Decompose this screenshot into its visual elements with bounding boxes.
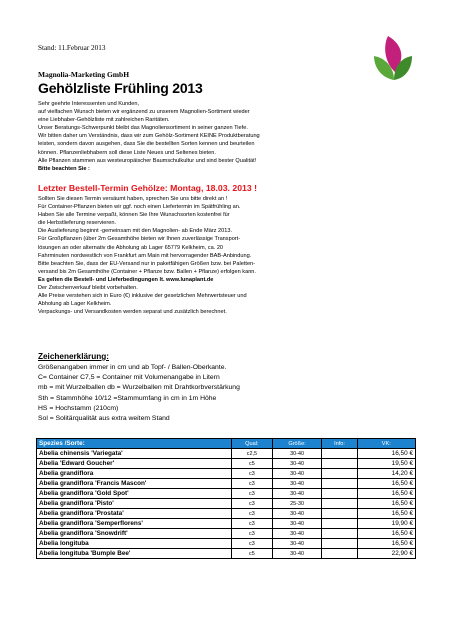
column-header-info: Info: [322,439,357,449]
text-line: Der Zwischenverkauf bleibt vorbehalten. [38,285,138,292]
cell-qual: c3 [232,529,273,539]
text-line: Es gelten die Bestell- und Lieferbedingungen lt. www.lunaplant.de [38,276,214,283]
cell-info [322,539,357,549]
table-row [37,469,416,479]
cell-qual: c3 [232,519,273,529]
column-header-name: Spezies /Sorte: [37,439,232,449]
cell-name: Abelia grandiflora 'Pisto' [37,499,232,509]
cell-name: Abelia grandiflora [37,469,232,479]
text-line: die Herbstlieferung reservieren. [38,220,117,227]
cell-qual: c3 [232,489,273,499]
text-line: Sehr geehrte Interessenten und Kunden, [38,101,140,107]
cell-size: 30-40 [272,529,322,539]
table-row [37,459,416,469]
legend-line: Größenangaben immer in cm und ab Topf- / Ballen-Oberkante. [38,364,227,371]
cell-size: 30-40 [272,469,322,479]
info-paragraph [38,195,418,316]
text-line: Sollten Sie diesen Termin versäumt haben, sprechen Sie uns bitte direkt an ! [38,196,228,202]
text-line: auf vielfachen Wunsch bieten wir ergänzend zu unserem Magnolien-Sortiment wieder [38,109,250,116]
cell-info [322,499,357,509]
cell-info [322,529,357,539]
cell-qual: c3 [232,509,273,519]
cell-name: Abelia grandiflora 'Francis Mascon' [37,479,232,489]
cell-size: 30-40 [272,489,322,499]
cell-name: Abelia longituba [37,539,232,549]
text-line: Wir bitten daher um Verständnis, dass wir zum Gehölz-Sortiment KEINE Produktberatung [38,133,260,140]
cell-qual: c3 [232,469,273,479]
column-header-price: VK: [357,439,415,449]
column-header-size: Größe: [272,439,322,449]
table-row [37,529,416,539]
cell-price: 16,50 € [357,539,415,549]
text-line: Für Container-Pflanzen bieten wir ggf. noch einen Liefertermin im Spätfrühling an. [38,204,241,211]
cell-price: 16,50 € [357,509,415,519]
tulip-leaf-logo-icon [368,34,418,84]
page-title: Gehölzliste Frühling 2013 [38,80,203,96]
cell-price: 16,50 € [357,449,415,459]
text-line: versand bis 2m Gesamthöhe (Container + Pflanze bzw. Ballen + Pflanze) erfolgen kann. [38,268,256,275]
cell-size: 30-40 [272,459,322,469]
cell-info [322,449,357,459]
cell-price: 19,90 € [357,519,415,529]
table-header-row [37,439,416,449]
text-line: leisten, sondern davon ausgehen, dass Sie die bestellten Sorten kennen und beurteilen [38,141,255,148]
cell-name: Abelia chinensis 'Variegata' [37,449,232,459]
cell-price: 16,50 € [357,529,415,539]
table-row [37,519,416,529]
cell-qual: c3 [232,499,273,509]
table-row [37,449,416,459]
cell-qual: c3 [232,539,273,549]
cell-info [322,479,357,489]
text-line: Verpackungs- und Versandkosten werden separat und zusätzlich berechnet. [38,309,227,316]
text-line: Haben Sie alle Termine verpaßt, können Sie Ihre Wunschsorten kostenfrei für [38,212,230,219]
cell-price: 14,20 € [357,469,415,479]
company-name: Magnolia-Marketing GmbH [38,70,130,79]
legend-title: Zeichenerklärung: [38,352,109,361]
text-line: Für Großpflanzen (über 2m Gesamthöhe bieten wir Ihnen zuverlässige Transport- [38,236,241,243]
cell-name: Abelia longituba 'Bumple Bee' [37,549,232,559]
legend-list [38,363,240,424]
legend-line: Sth = Stammhöhe 10/12 =Stammumfang in cm in 1m Höhe [38,394,217,402]
cell-info [322,549,357,559]
text-line: Bitte beachten Sie : [38,165,90,172]
cell-size: 30-40 [272,449,322,459]
cell-size: 25-30 [272,499,322,509]
cell-size: 30-40 [272,549,322,559]
cell-qual: c5 [232,459,273,469]
table-row [37,509,416,519]
cell-info [322,509,357,519]
deadline-notice: Letzter Bestell-Termin Gehölze: Montag, 18.03. 2013 ! [38,183,258,193]
text-line: lösungen an oder alternativ die Abholung ab Lager 65779 Kelkheim, ca. 20 [38,244,224,251]
date-stamp: Stand: 11.Februar 2013 [38,44,106,52]
text-line: Abholung ab Lager Kelkheim. [38,301,112,308]
cell-size: 30-40 [272,519,322,529]
cell-price: 22,90 € [357,549,415,559]
cell-info [322,469,357,479]
cell-size: 30-40 [272,539,322,549]
table-row [37,479,416,489]
plant-price-table [36,438,416,559]
cell-name: Abelia 'Edward Goucher' [37,459,232,469]
cell-name: Abelia grandiflora 'Gold Spot' [37,489,232,499]
table-row [37,549,416,559]
table-row [37,499,416,509]
intro-paragraph [38,100,418,173]
legend-line: Sol = Solitärqualität aus extra weitem Stand [38,415,170,423]
text-line: Unser Beratungs-Schwerpunkt bleibt das Magnoliensortiment in seiner ganzen Tiefe. [38,125,248,132]
cell-price: 16,50 € [357,499,415,509]
text-line: eine Liebhaber-Gehölzliste mit zahlreichen Raritäten. [38,117,170,124]
cell-qual: c5 [232,549,273,559]
text-line: Alle Pflanzen stammen aus westeuropäischer Baumschulkultur und sind bester Qualität! [38,157,257,164]
cell-qual: c2,5 [232,449,273,459]
cell-name: Abelia grandiflora 'Prostata' [37,509,232,519]
cell-price: 16,50 € [357,489,415,499]
cell-price: 16,50 € [357,479,415,489]
cell-info [322,489,357,499]
legend-line: HS = Hochstamm (210cm) [38,404,119,412]
text-line: können. Pflanzenliebhabern soll diese Liste Neues und Seltenes bieten. [38,149,216,156]
legend-line: C= Container C7,5 = Container mit Volumenangabe in Litern [38,374,220,382]
text-line: Bitte beachten Sie, dass der EU-Versand nur in paketfähigen Größen bzw. bei Paletten- [38,260,256,267]
cell-size: 30-40 [272,479,322,489]
text-line: Fahrminuten nordwestlich von Frankfurt am Main mit hervorragender BAB-Anbindung. [38,252,252,259]
cell-qual: c3 [232,479,273,489]
table-row [37,489,416,499]
cell-price: 19,50 € [357,459,415,469]
cell-info [322,459,357,469]
text-line: Die Auslieferung beginnt -gemeinsam mit den Magnolien- ab Ende März 2013. [38,228,233,235]
cell-name: Abelia grandiflora 'Snowdrift' [37,529,232,539]
legend-line: mb = mit Wurzelballen db = Wurzelballen mit Drahtkorbverstärkung [38,384,240,392]
text-line: Alle Preise verstehen sich in Euro (€) inklusive der gesetzlichen Mehrwertsteuer und [38,293,247,300]
table-row [37,539,416,549]
cell-info [322,519,357,529]
cell-name: Abelia grandiflora 'Semperflorens' [37,519,232,529]
column-header-qual: Qual: [232,439,273,449]
cell-size: 30-40 [272,509,322,519]
